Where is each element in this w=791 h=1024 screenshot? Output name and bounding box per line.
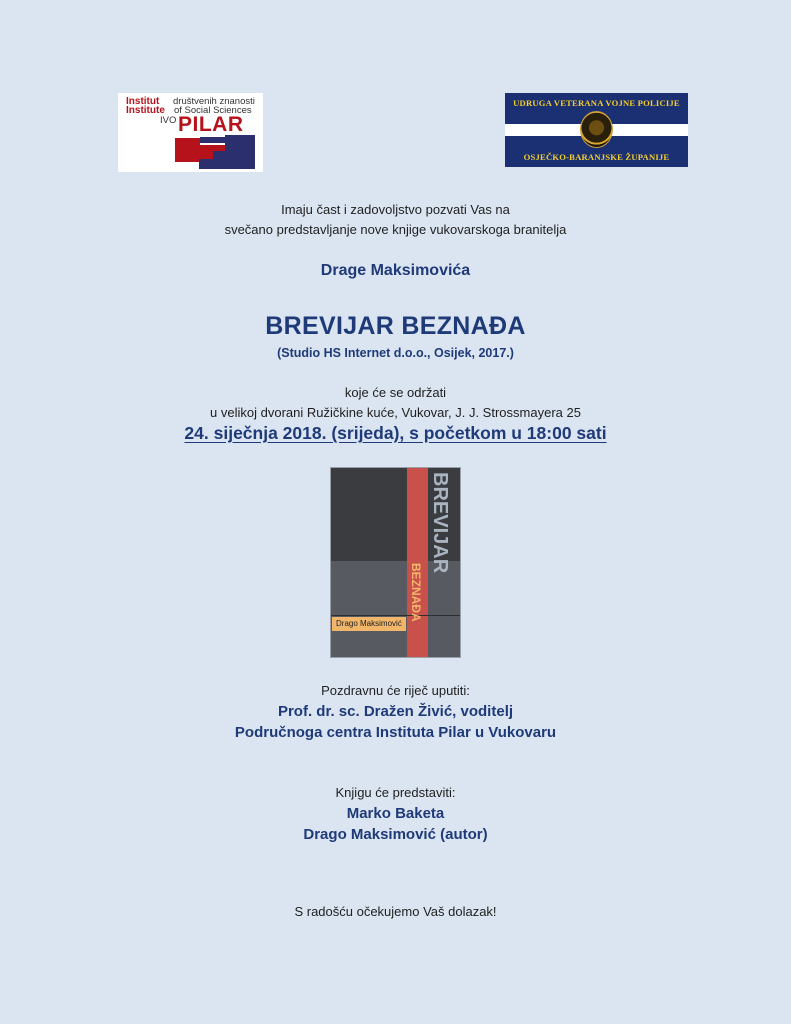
presenters-list: [0, 803, 791, 845]
book-title: BREVIJAR BEZNAĐA: [265, 312, 526, 340]
book-cover-divider: [331, 615, 461, 616]
institut-pilar-logo: [118, 93, 263, 172]
pilar-logo-pilar: PILAR: [178, 113, 244, 136]
pilar-logo-institute: Institute: [126, 105, 165, 116]
greeting-speaker: [0, 701, 791, 743]
publisher-info: (Studio HS Internet d.o.o., Osijek, 2017.): [277, 346, 514, 360]
intro-line-2: svečano predstavljanje nove knjige vukovarskoga branitelja: [224, 222, 567, 237]
book-cover-author-label: Drago Maksimović: [332, 617, 406, 631]
police-emblem-icon: [580, 111, 613, 148]
pilar-logo-social-sciences: of Social Sciences: [174, 105, 252, 116]
book-cover-title: BREVIJAR: [429, 472, 451, 574]
book-cover-image: [330, 467, 461, 658]
police-logo-top-text: UDRUGA VETERANA VOJNE POLICIJE: [513, 98, 680, 108]
venue-line-1: koje će se održati: [344, 385, 447, 400]
event-date: 24. siječnja 2018. (srijeda), s početkom u 18:00 sati: [184, 423, 607, 443]
author-name: Drage Maksimovića: [320, 262, 471, 279]
pilar-logo-ivo: IVO: [160, 115, 177, 126]
vojna-policija-veterans-logo: [505, 93, 688, 167]
police-logo-bottom-text: OSJEČKO-BARANJSKE ŽUPANIJE: [523, 152, 670, 162]
greeting-speaker-line-1: Prof. dr. sc. Dražen Živić, voditelj: [277, 703, 514, 720]
greeting-label: Pozdravnu će riječ uputiti:: [321, 683, 470, 698]
pilar-logo-drustvenih: društvenih znanosti: [173, 96, 255, 107]
pilar-logo-institut: Institut: [126, 96, 160, 107]
pilar-staircase-icon: [118, 93, 263, 172]
venue-text: [0, 383, 791, 423]
intro-text: [0, 200, 791, 240]
greeting-speaker-line-2: Područnoga centra Instituta Pilar u Vukovaru: [234, 724, 557, 741]
presenter-name: Drago Maksimović (autor): [303, 826, 488, 843]
book-cover-subtitle: BEZNAĐA: [409, 563, 423, 622]
presenter-name: Marko Baketa: [346, 805, 445, 822]
intro-line-1: Imaju čast i zadovoljstvo pozvati Vas na: [281, 202, 510, 217]
closing-text: S radošću očekujemo Vaš dolazak!: [294, 904, 497, 919]
venue-line-2: u velikoj dvorani Ružičkine kuće, Vukovar, J. J. Strossmayera 25: [210, 405, 581, 420]
presenters-label: Knjigu će predstaviti:: [335, 785, 456, 800]
